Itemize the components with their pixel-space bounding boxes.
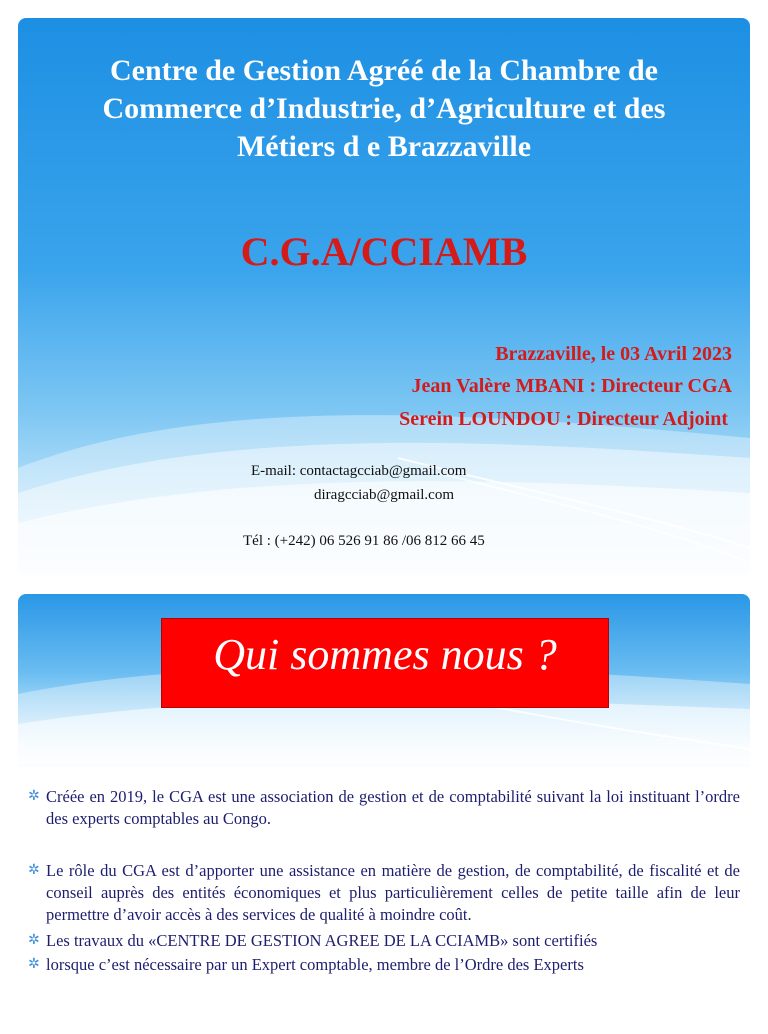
list-item xyxy=(28,954,740,976)
about-slide xyxy=(18,594,750,1034)
title-line: Centre de Gestion Agréé de la Chambre de xyxy=(110,54,658,87)
date-line: Brazzaville, le 03 Avril 2023 xyxy=(495,343,732,365)
heading-box xyxy=(161,618,609,708)
list-item-text: Les travaux du «CENTRE DE GESTION AGREE DE LA CCIAMB» sont certifiés xyxy=(46,931,598,950)
bullet-list xyxy=(28,786,740,976)
asterisk-bullet-icon: ✲ xyxy=(28,957,40,972)
title-slide xyxy=(18,18,750,576)
list-item-text: lorsque c’est nécessaire par un Expert comptable, membre de l’Ordre des Experts xyxy=(46,955,584,974)
title-line: Métiers d e Brazzaville xyxy=(236,130,532,163)
deputy-director-line: Serein LOUNDOU : Directeur Adjoint xyxy=(399,408,728,430)
list-item xyxy=(28,786,740,830)
asterisk-bullet-icon: ✲ xyxy=(28,789,40,804)
list-item-text: Le rôle du CGA est d’apporter une assistance en matière de gestion, de comptabilité, de fiscalité et de conseil auprès des entités économiques et plus particulièrement celles de petite taille afin de leur permettre d’avoir accès à des services de qualité à moindre coût. xyxy=(46,861,740,924)
director-line: Jean Valère MBANI : Directeur CGA xyxy=(411,375,732,397)
email-line: diragcciab@gmail.com xyxy=(314,487,455,503)
list-item xyxy=(28,860,740,926)
slide-heading: Qui sommes nous ? xyxy=(213,630,557,679)
title-line: Commerce d’Industrie, d’Agriculture et des xyxy=(102,92,666,125)
organization-title xyxy=(38,52,730,166)
list-item xyxy=(28,930,740,952)
asterisk-bullet-icon: ✲ xyxy=(28,933,40,948)
email-line: E-mail: contactagcciab@gmail.com xyxy=(251,463,467,479)
asterisk-bullet-icon: ✲ xyxy=(28,863,40,878)
list-item-text: Créée en 2019, le CGA est une association de gestion et de comptabilité suivant la loi instituant l’ordre des experts comptables au Congo. xyxy=(46,787,740,828)
phone-line: Tél : (+242) 06 526 91 86 /06 812 66 45 xyxy=(243,533,485,549)
organization-abbreviation: C.G.A/CCIAMB xyxy=(240,229,528,274)
